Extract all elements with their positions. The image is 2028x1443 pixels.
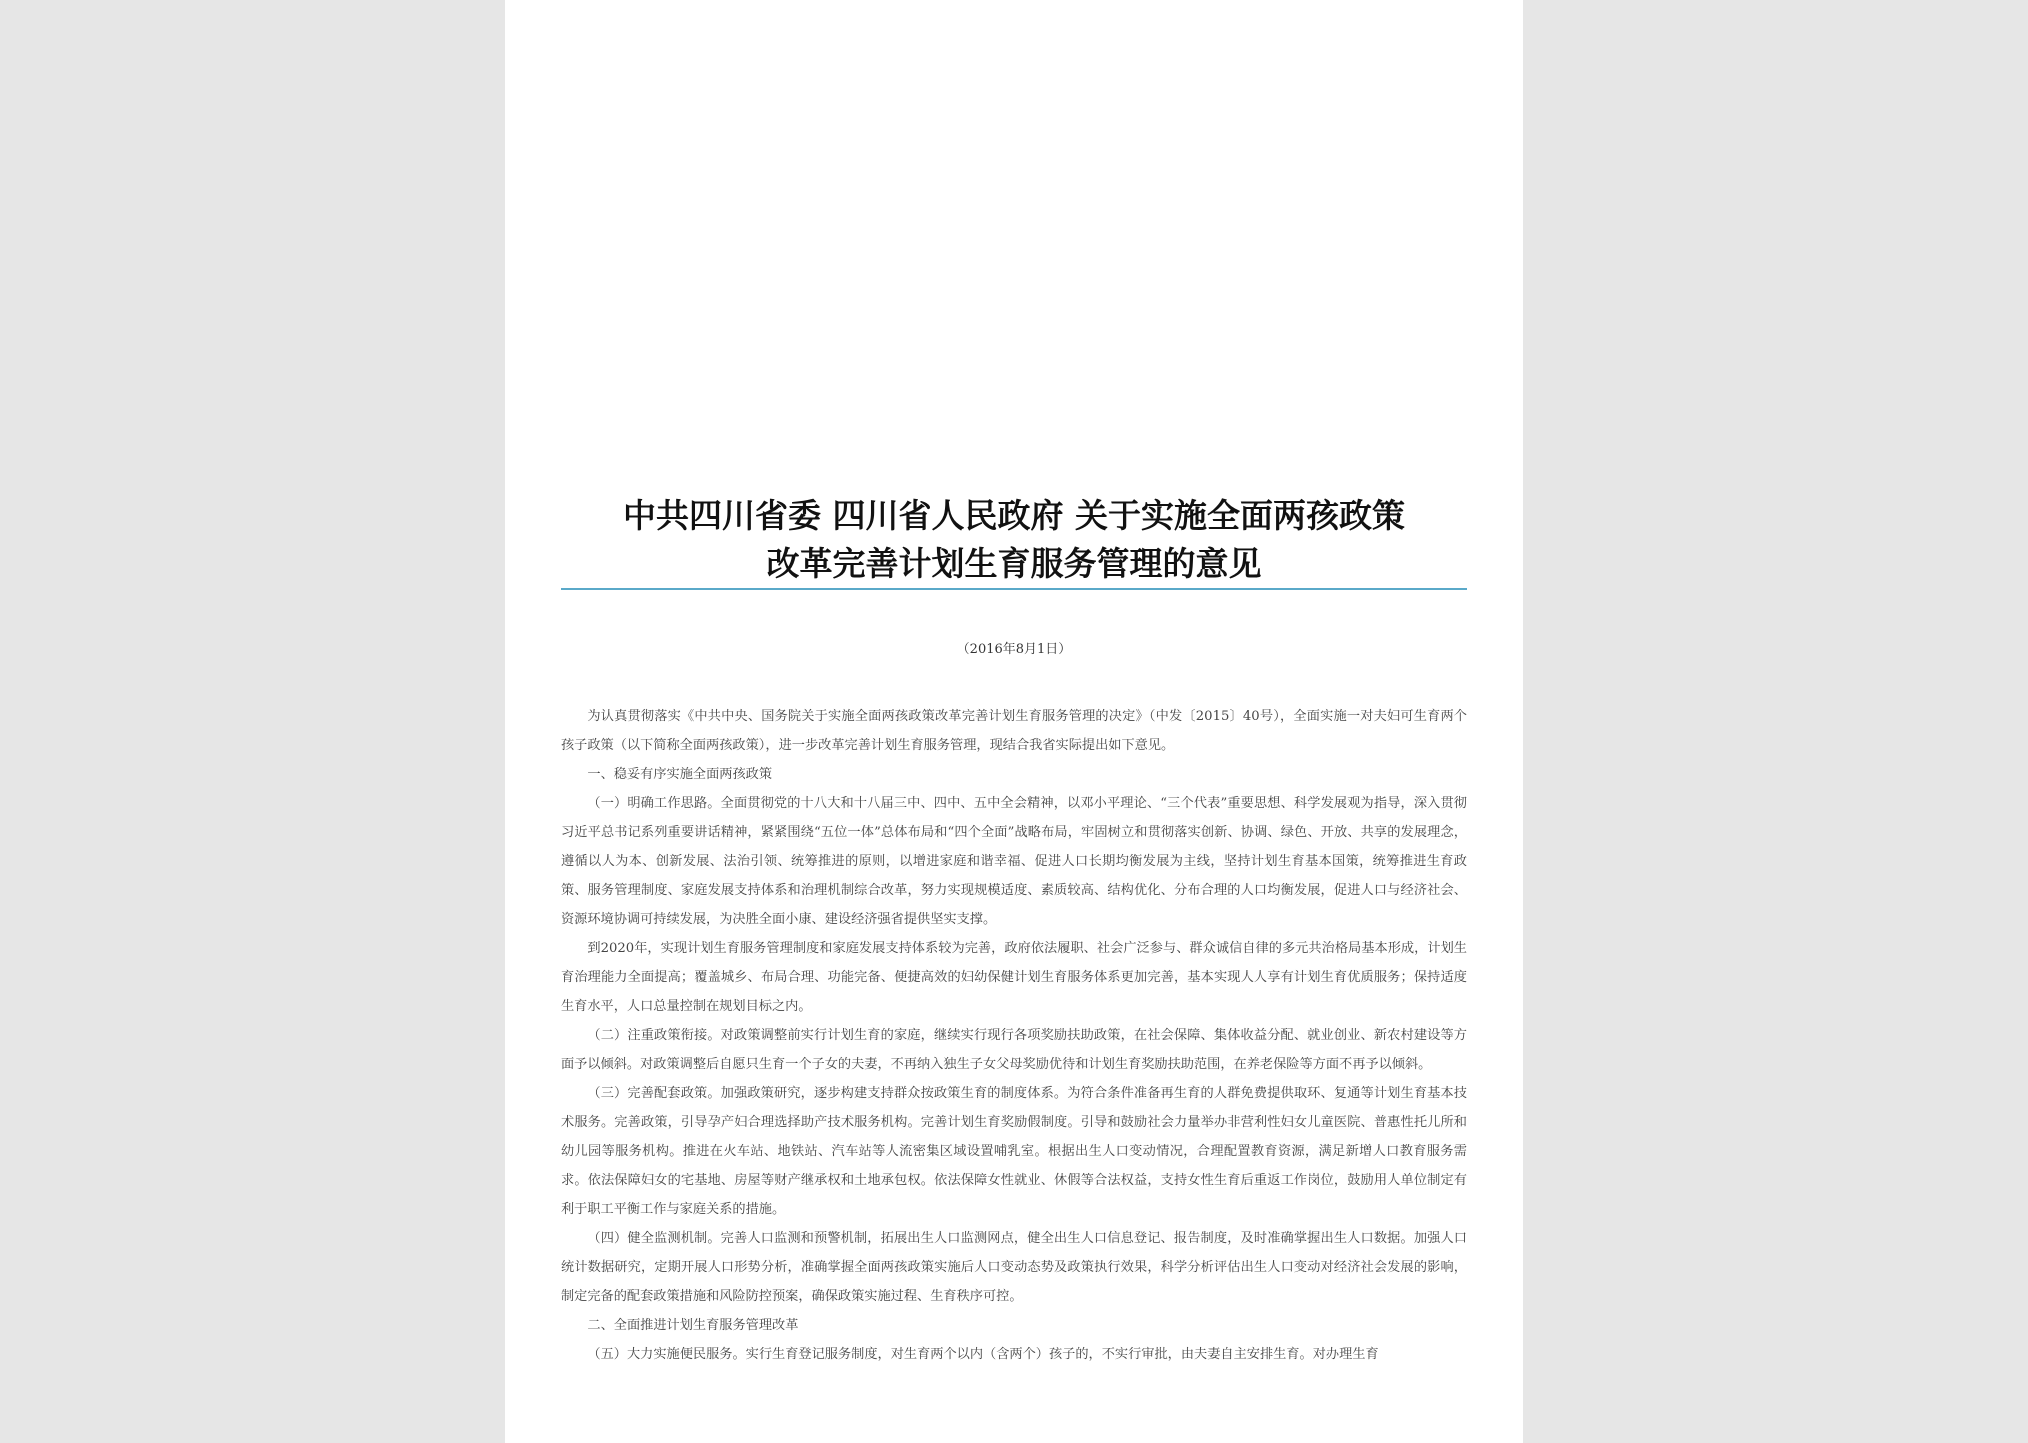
paragraph: （三）完善配套政策。加强政策研究，逐步构建支持群众按政策生育的制度体系。为符合条件准备再生育的人群免费提供取环、复通等计划生育基本技术服务。完善政策，引导孕产妇合理选择助产技术服务机构。完善计划生育奖励假制度。引导和鼓励社会力量举办非营利性妇女儿童医院、普惠性托儿所和幼儿园等服务机构。推进在火车站、地铁站、汽车站等人流密集区域设置哺乳室。根据出生人口变动情况，合理配置教育资源，满足新增人口教育服务需求。依法保障妇女的宅基地、房屋等财产继承权和土地承包权。依法保障女性就业、休假等合法权益，支持女性生育后重返工作岗位，鼓励用人单位制定有利于职工平衡工作与家庭关系的措施。: [561, 1086, 1467, 1217]
document-title: [561, 492, 1467, 588]
paragraph: （五）大力实施便民服务。实行生育登记服务制度，对生育两个以内（含两个）孩子的，不实行审批，由夫妻自主安排生育。对办理生育: [587, 1347, 1379, 1362]
title-divider: [561, 588, 1467, 590]
paragraph: （四）健全监测机制。完善人口监测和预警机制，拓展出生人口监测网点，健全出生人口信息登记、报告制度，及时准确掌握出生人口数据。加强人口统计数据研究，定期开展人口形势分析，准确掌握全面两孩政策实施后人口变动态势及政策执行效果，科学分析评估出生人口变动对经济社会发展的影响，制定完备的配套政策措施和风险防控预案，确保政策实施过程、生育秩序可控。: [561, 1231, 1467, 1304]
document-page: [505, 0, 1523, 1443]
title-line-1: 中共四川省委 四川省人民政府 关于实施全面两孩政策: [623, 496, 1405, 535]
paragraph: 到2020年，实现计划生育服务管理制度和家庭发展支持体系较为完善，政府依法履职、社会广泛参与、群众诚信自律的多元共治格局基本形成，计划生育治理能力全面提高；覆盖城乡、布局合理、功能完备、便捷高效的妇幼保健计划生育服务体系更加完善，基本实现人人享有计划生育优质服务；保持适度生育水平，人口总量控制在规划目标之内。: [561, 941, 1467, 1014]
section-heading: 一、稳妥有序实施全面两孩政策: [587, 767, 773, 782]
document-body: [561, 702, 1467, 1369]
title-line-2: 改革完善计划生育服务管理的意见: [766, 544, 1262, 583]
paragraph: （一）明确工作思路。全面贯彻党的十八大和十八届三中、四中、五中全会精神，以邓小平理论、“三个代表”重要思想、科学发展观为指导，深入贯彻习近平总书记系列重要讲话精神，紧紧围绕“五位一体”总体布局和“四个全面”战略布局，牢固树立和贯彻落实创新、协调、绿色、开放、共享的发展理念，遵循以人为本、创新发展、法治引领、统筹推进的原则，以增进家庭和谐幸福、促进人口长期均衡发展为主线，坚持计划生育基本国策，统筹推进生育政策、服务管理制度、家庭发展支持体系和治理机制综合改革，努力实现规模适度、素质较高、结构优化、分布合理的人口均衡发展，促进人口与经济社会、资源环境协调可持续发展，为决胜全面小康、建设经济强省提供坚实支撑。: [561, 796, 1467, 927]
section-heading: 二、全面推进计划生育服务管理改革: [587, 1318, 799, 1333]
paragraph: 为认真贯彻落实《中共中央、国务院关于实施全面两孩政策改革完善计划生育服务管理的决定》（中发〔2015〕40号），全面实施一对夫妇可生育两个孩子政策（以下简称全面两孩政策），进一步改革完善计划生育服务管理，现结合我省实际提出如下意见。: [561, 709, 1467, 753]
paragraph: （二）注重政策衔接。对政策调整前实行计划生育的家庭，继续实行现行各项奖励扶助政策，在社会保障、集体收益分配、就业创业、新农村建设等方面予以倾斜。对政策调整后自愿只生育一个子女的夫妻，不再纳入独生子女父母奖励优待和计划生育奖励扶助范围，在养老保险等方面不再予以倾斜。: [561, 1028, 1467, 1072]
document-date: （2016年8月1日）: [956, 642, 1072, 657]
